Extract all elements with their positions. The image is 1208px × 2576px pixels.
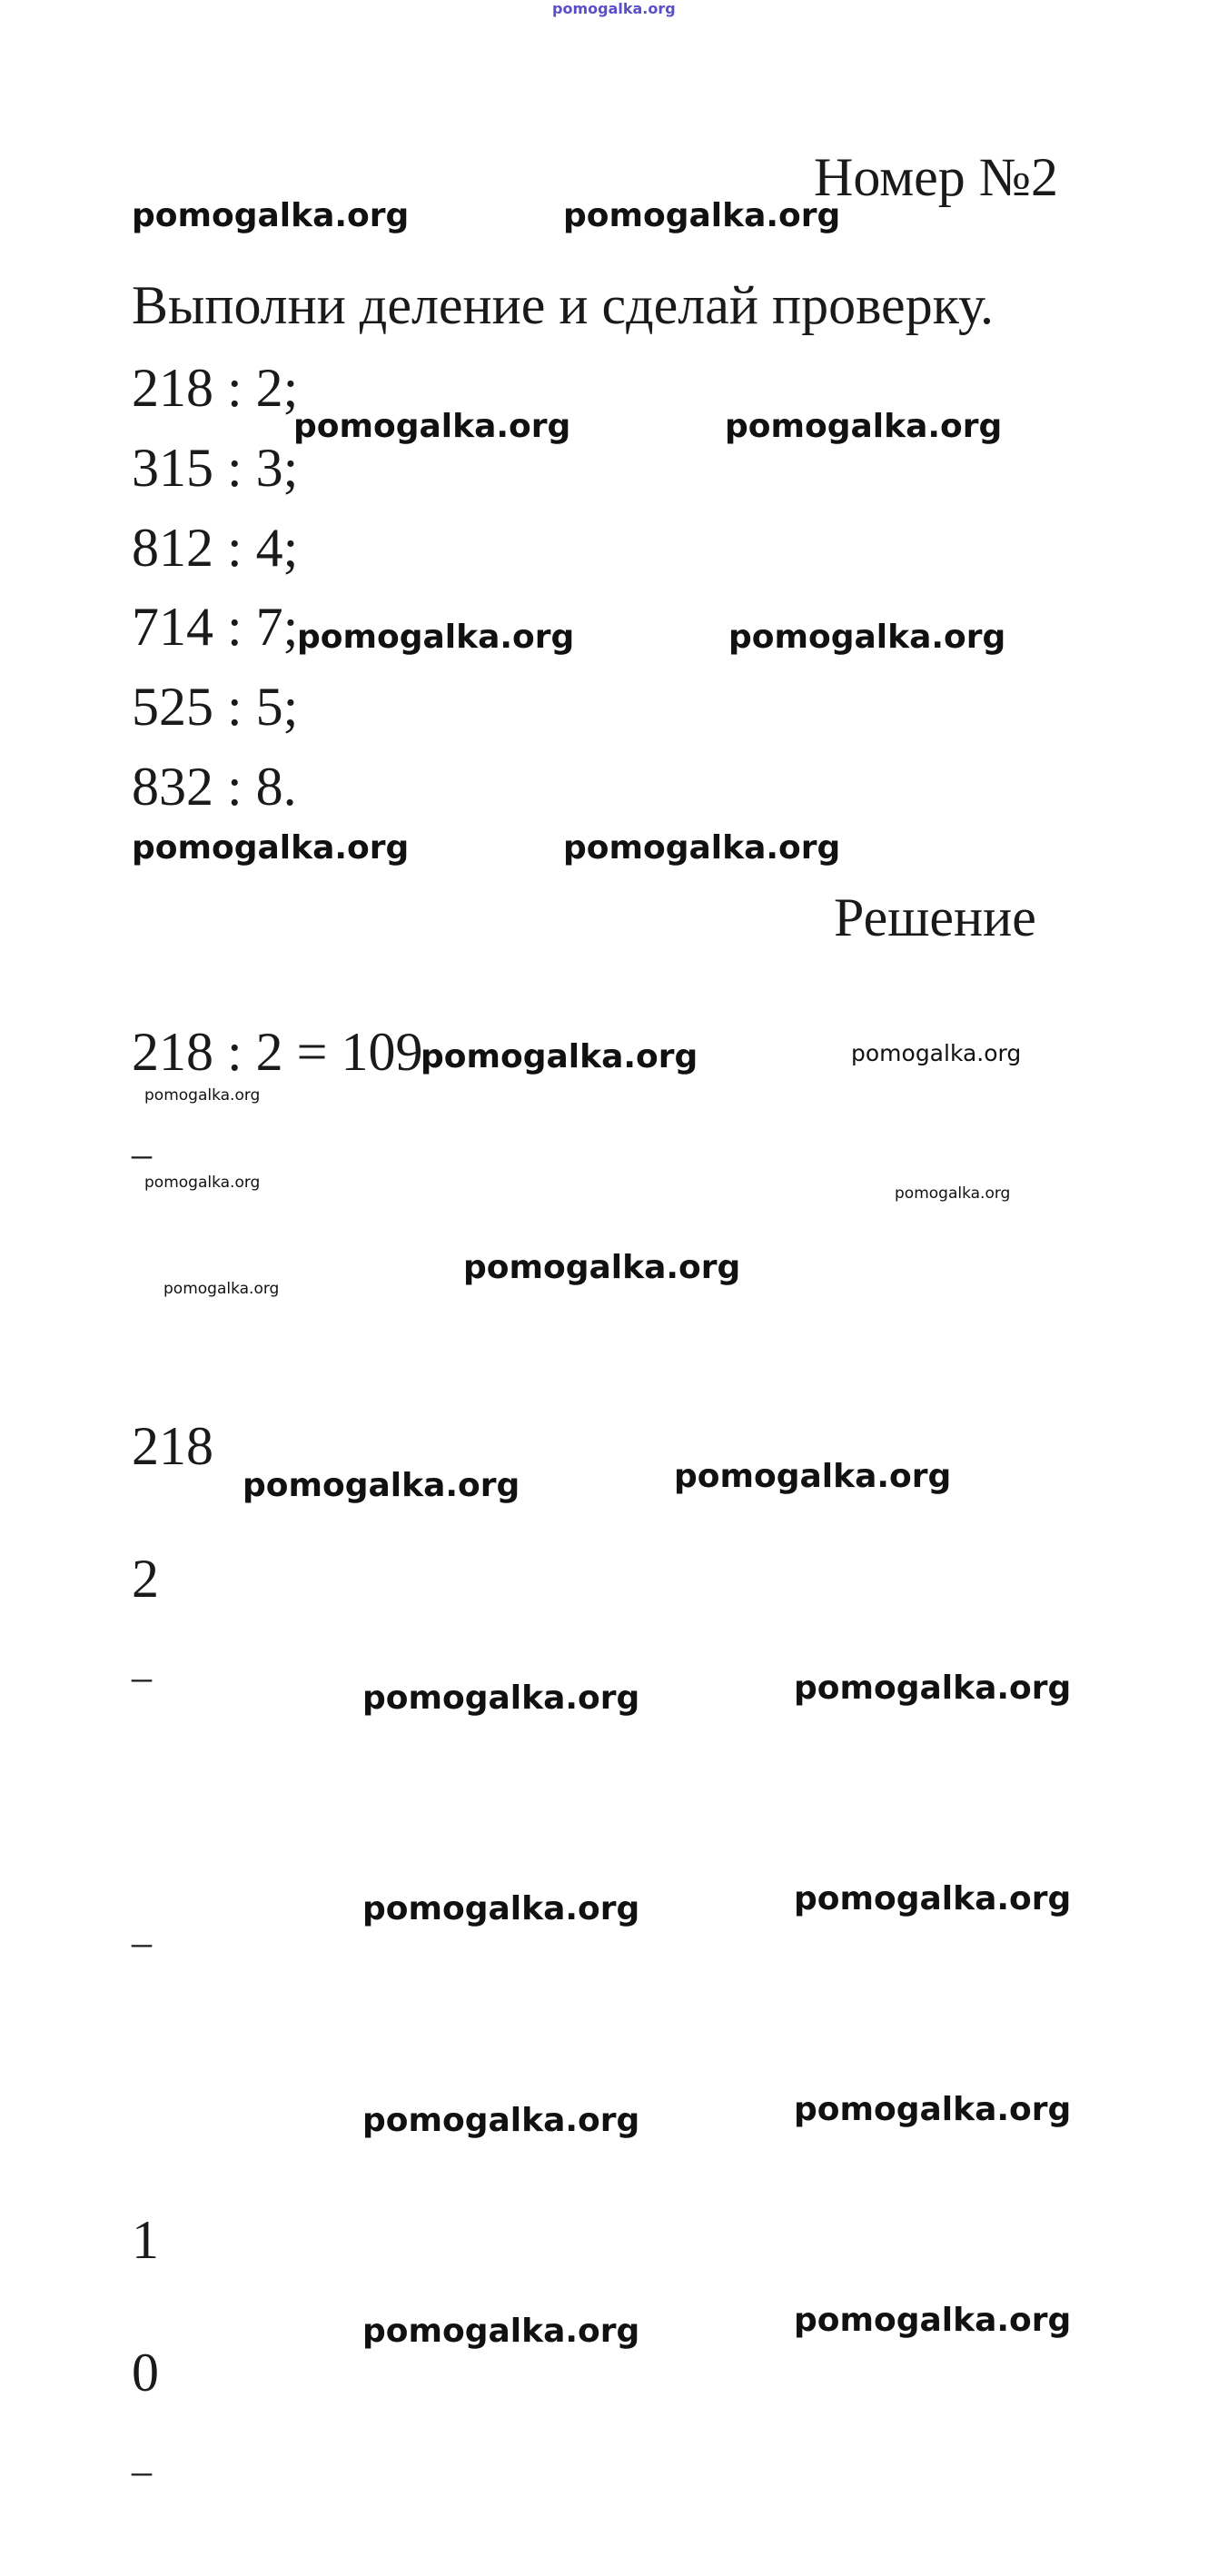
minus-sign: _: [132, 1907, 152, 1951]
watermark: pomogalka.org: [293, 408, 571, 445]
task-item: 218 : 2;: [132, 358, 299, 418]
watermark: pomogalka.org: [794, 2091, 1072, 2128]
watermark: pomogalka.org: [674, 1458, 952, 1495]
divisor: 2: [132, 1549, 159, 1609]
watermark: pomogalka.org: [421, 1038, 698, 1075]
task-item: 525 : 5;: [132, 677, 299, 737]
watermark: pomogalka.org: [794, 2302, 1072, 2339]
watermark: pomogalka.org: [297, 619, 575, 656]
watermark: pomogalka.org: [362, 2102, 640, 2139]
quotient-digit: 1: [132, 2210, 159, 2270]
task-item: 832 : 8.: [132, 757, 297, 817]
watermark: pomogalka.org: [563, 197, 841, 234]
task-item: 812 : 4;: [132, 518, 299, 578]
watermark: pomogalka.org: [725, 408, 1003, 445]
watermark: pomogalka.org: [728, 619, 1006, 656]
watermark: pomogalka.org: [851, 1040, 1022, 1066]
watermark: pomogalka.org: [144, 1086, 261, 1105]
watermark: pomogalka.org: [463, 1249, 741, 1286]
watermark: pomogalka.org: [132, 197, 410, 234]
watermark: pomogalka.org: [163, 1280, 280, 1298]
minus-sign: _: [132, 2435, 152, 2480]
watermark: pomogalka.org: [794, 1880, 1072, 1917]
task-prompt: Выполни деление и сделай проверку.: [132, 275, 994, 335]
watermark: pomogalka.org: [144, 1174, 261, 1192]
task-item: 315 : 3;: [132, 438, 299, 498]
watermark-top: pomogalka.org: [552, 0, 676, 17]
watermark: pomogalka.org: [362, 1890, 640, 1927]
solution-heading: Решение: [834, 887, 1036, 947]
solution-equation: 218 : 2 = 109: [132, 1022, 423, 1082]
minus-sign: _: [132, 1641, 152, 1686]
watermark: pomogalka.org: [895, 1184, 1011, 1203]
minus-sign: _: [132, 1118, 152, 1163]
watermark: pomogalka.org: [362, 1679, 640, 1717]
quotient-digit: 0: [132, 2343, 159, 2403]
dividend: 218: [132, 1416, 213, 1476]
watermark: pomogalka.org: [243, 1467, 520, 1504]
watermark: pomogalka.org: [132, 829, 410, 867]
watermark: pomogalka.org: [794, 1669, 1072, 1707]
task-item: 714 : 7;: [132, 597, 299, 657]
watermark: pomogalka.org: [362, 2313, 640, 2350]
watermark: pomogalka.org: [563, 829, 841, 867]
page-title: Номер №2: [814, 147, 1059, 207]
